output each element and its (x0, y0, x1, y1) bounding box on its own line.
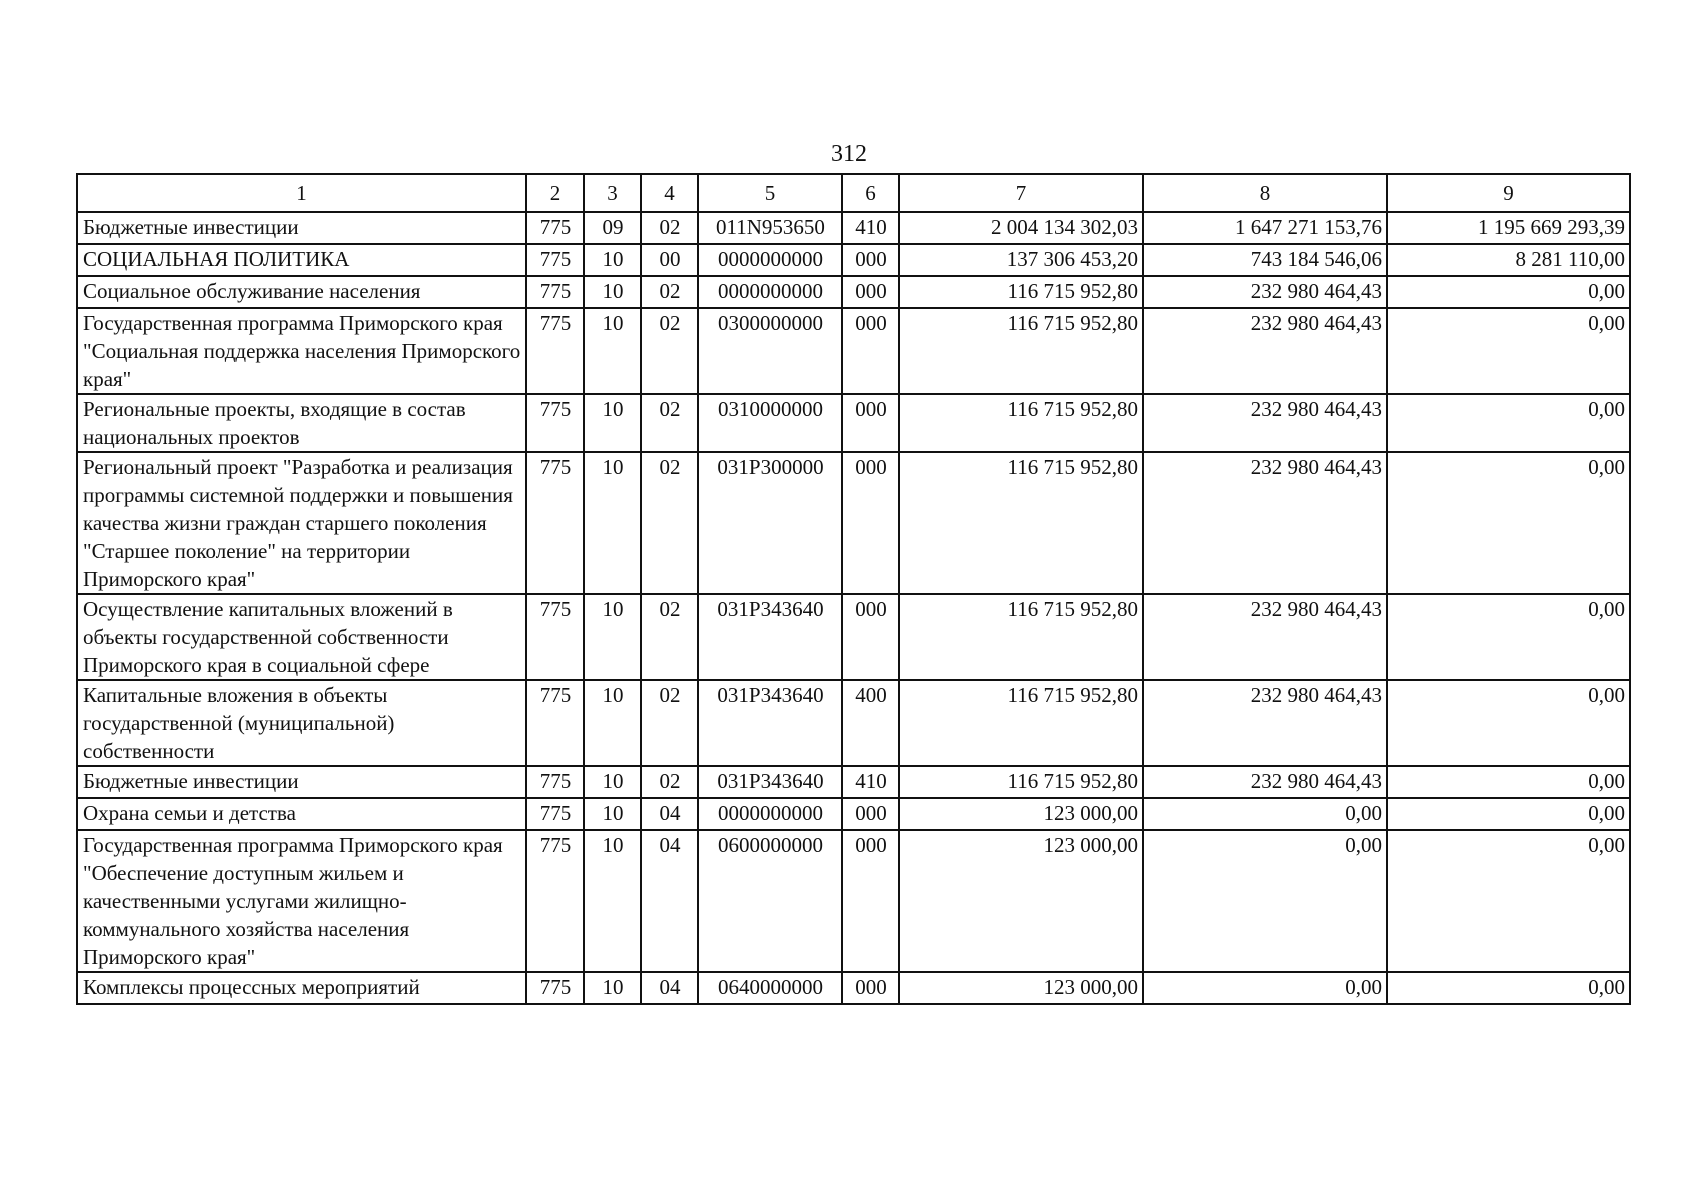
page-number: 312 (831, 141, 867, 167)
subsection-code: 00 (641, 244, 698, 276)
ministry-code: 775 (526, 212, 584, 244)
row-name: Капитальные вложения в объекты государственной (муниципальной) собственности (77, 680, 526, 766)
amount-col-9: 0,00 (1387, 830, 1630, 972)
table-row (77, 766, 1630, 798)
amount-col-8: 1 647 271 153,76 (1143, 212, 1387, 244)
amount-col-8: 0,00 (1143, 830, 1387, 972)
section-code: 10 (584, 276, 641, 308)
row-name: Социальное обслуживание населения (77, 276, 526, 308)
column-header: 6 (842, 174, 899, 212)
amount-col-9: 0,00 (1387, 394, 1630, 452)
row-name: Охрана семьи и детства (77, 798, 526, 830)
amount-col-8: 232 980 464,43 (1143, 276, 1387, 308)
section-code: 10 (584, 798, 641, 830)
target-article-code: 031P343640 (698, 680, 842, 766)
table-row (77, 594, 1630, 680)
section-code: 10 (584, 830, 641, 972)
column-header: 8 (1143, 174, 1387, 212)
ministry-code: 775 (526, 276, 584, 308)
section-code: 10 (584, 394, 641, 452)
section-code: 10 (584, 594, 641, 680)
expense-type-code: 410 (842, 212, 899, 244)
amount-col-7: 123 000,00 (899, 830, 1143, 972)
amount-col-9: 0,00 (1387, 680, 1630, 766)
subsection-code: 02 (641, 594, 698, 680)
row-name: СОЦИАЛЬНАЯ ПОЛИТИКА (77, 244, 526, 276)
expense-type-code: 000 (842, 308, 899, 394)
budget-table (76, 173, 1631, 1005)
amount-col-8: 232 980 464,43 (1143, 308, 1387, 394)
expense-type-code: 000 (842, 830, 899, 972)
amount-col-8: 0,00 (1143, 972, 1387, 1004)
column-header: 4 (641, 174, 698, 212)
amount-col-8: 232 980 464,43 (1143, 594, 1387, 680)
row-name: Комплексы процессных мероприятий (77, 972, 526, 1004)
row-name: Региональный проект "Разработка и реализация программы системной поддержки и повышения качества жизни граждан старшего поколения "Старшее поколение" на территории Приморского края" (77, 452, 526, 594)
target-article-code: 031P300000 (698, 452, 842, 594)
table-row (77, 798, 1630, 830)
amount-col-7: 116 715 952,80 (899, 276, 1143, 308)
expense-type-code: 000 (842, 276, 899, 308)
row-name: Региональные проекты, входящие в состав национальных проектов (77, 394, 526, 452)
amount-col-8: 232 980 464,43 (1143, 680, 1387, 766)
subsection-code: 02 (641, 212, 698, 244)
section-code: 09 (584, 212, 641, 244)
subsection-code: 02 (641, 452, 698, 594)
column-header: 9 (1387, 174, 1630, 212)
expense-type-code: 000 (842, 394, 899, 452)
table-row (77, 212, 1630, 244)
table-row (77, 276, 1630, 308)
ministry-code: 775 (526, 394, 584, 452)
target-article-code: 011N953650 (698, 212, 842, 244)
table-row (77, 972, 1630, 1004)
subsection-code: 04 (641, 972, 698, 1004)
ministry-code: 775 (526, 798, 584, 830)
amount-col-7: 116 715 952,80 (899, 452, 1143, 594)
ministry-code: 775 (526, 244, 584, 276)
subsection-code: 02 (641, 766, 698, 798)
expense-type-code: 000 (842, 972, 899, 1004)
section-code: 10 (584, 766, 641, 798)
section-code: 10 (584, 308, 641, 394)
table-row (77, 308, 1630, 394)
section-code: 10 (584, 244, 641, 276)
column-header: 1 (77, 174, 526, 212)
expense-type-code: 400 (842, 680, 899, 766)
table-header-row (77, 174, 1630, 212)
ministry-code: 775 (526, 452, 584, 594)
row-name: Государственная программа Приморского края "Обеспечение доступным жильем и качественными услугами жилищно-коммунального хозяйства населения Приморского края" (77, 830, 526, 972)
amount-col-7: 116 715 952,80 (899, 680, 1143, 766)
ministry-code: 775 (526, 680, 584, 766)
row-name: Бюджетные инвестиции (77, 212, 526, 244)
target-article-code: 0640000000 (698, 972, 842, 1004)
target-article-code: 0310000000 (698, 394, 842, 452)
target-article-code: 0300000000 (698, 308, 842, 394)
table-body (77, 174, 1630, 1004)
amount-col-7: 116 715 952,80 (899, 766, 1143, 798)
amount-col-8: 0,00 (1143, 798, 1387, 830)
ministry-code: 775 (526, 308, 584, 394)
target-article-code: 0000000000 (698, 276, 842, 308)
ministry-code: 775 (526, 830, 584, 972)
target-article-code: 0600000000 (698, 830, 842, 972)
amount-col-7: 116 715 952,80 (899, 594, 1143, 680)
amount-col-7: 137 306 453,20 (899, 244, 1143, 276)
table-row (77, 244, 1630, 276)
table-row (77, 680, 1630, 766)
subsection-code: 04 (641, 830, 698, 972)
amount-col-7: 116 715 952,80 (899, 308, 1143, 394)
ministry-code: 775 (526, 972, 584, 1004)
amount-col-9: 0,00 (1387, 972, 1630, 1004)
section-code: 10 (584, 680, 641, 766)
amount-col-7: 123 000,00 (899, 972, 1143, 1004)
amount-col-8: 743 184 546,06 (1143, 244, 1387, 276)
column-header: 5 (698, 174, 842, 212)
amount-col-9: 0,00 (1387, 308, 1630, 394)
section-code: 10 (584, 972, 641, 1004)
ministry-code: 775 (526, 594, 584, 680)
target-article-code: 031P343640 (698, 594, 842, 680)
expense-type-code: 000 (842, 798, 899, 830)
amount-col-9: 0,00 (1387, 594, 1630, 680)
amount-col-8: 232 980 464,43 (1143, 394, 1387, 452)
amount-col-8: 232 980 464,43 (1143, 452, 1387, 594)
subsection-code: 04 (641, 798, 698, 830)
column-header: 3 (584, 174, 641, 212)
section-code: 10 (584, 452, 641, 594)
column-header: 2 (526, 174, 584, 212)
expense-type-code: 000 (842, 594, 899, 680)
amount-col-7: 116 715 952,80 (899, 394, 1143, 452)
subsection-code: 02 (641, 394, 698, 452)
table-row (77, 452, 1630, 594)
column-header: 7 (899, 174, 1143, 212)
amount-col-7: 123 000,00 (899, 798, 1143, 830)
amount-col-8: 232 980 464,43 (1143, 766, 1387, 798)
ministry-code: 775 (526, 766, 584, 798)
row-name: Бюджетные инвестиции (77, 766, 526, 798)
expense-type-code: 000 (842, 452, 899, 594)
amount-col-9: 8 281 110,00 (1387, 244, 1630, 276)
amount-col-9: 1 195 669 293,39 (1387, 212, 1630, 244)
target-article-code: 031P343640 (698, 766, 842, 798)
subsection-code: 02 (641, 308, 698, 394)
amount-col-9: 0,00 (1387, 276, 1630, 308)
amount-col-9: 0,00 (1387, 798, 1630, 830)
target-article-code: 0000000000 (698, 798, 842, 830)
row-name: Государственная программа Приморского края "Социальная поддержка населения Приморского края" (77, 308, 526, 394)
subsection-code: 02 (641, 680, 698, 766)
expense-type-code: 410 (842, 766, 899, 798)
table-row (77, 830, 1630, 972)
amount-col-7: 2 004 134 302,03 (899, 212, 1143, 244)
table-row (77, 394, 1630, 452)
amount-col-9: 0,00 (1387, 452, 1630, 594)
subsection-code: 02 (641, 276, 698, 308)
expense-type-code: 000 (842, 244, 899, 276)
amount-col-9: 0,00 (1387, 766, 1630, 798)
row-name: Осуществление капитальных вложений в объекты государственной собственности Приморского края в социальной сфере (77, 594, 526, 680)
target-article-code: 0000000000 (698, 244, 842, 276)
